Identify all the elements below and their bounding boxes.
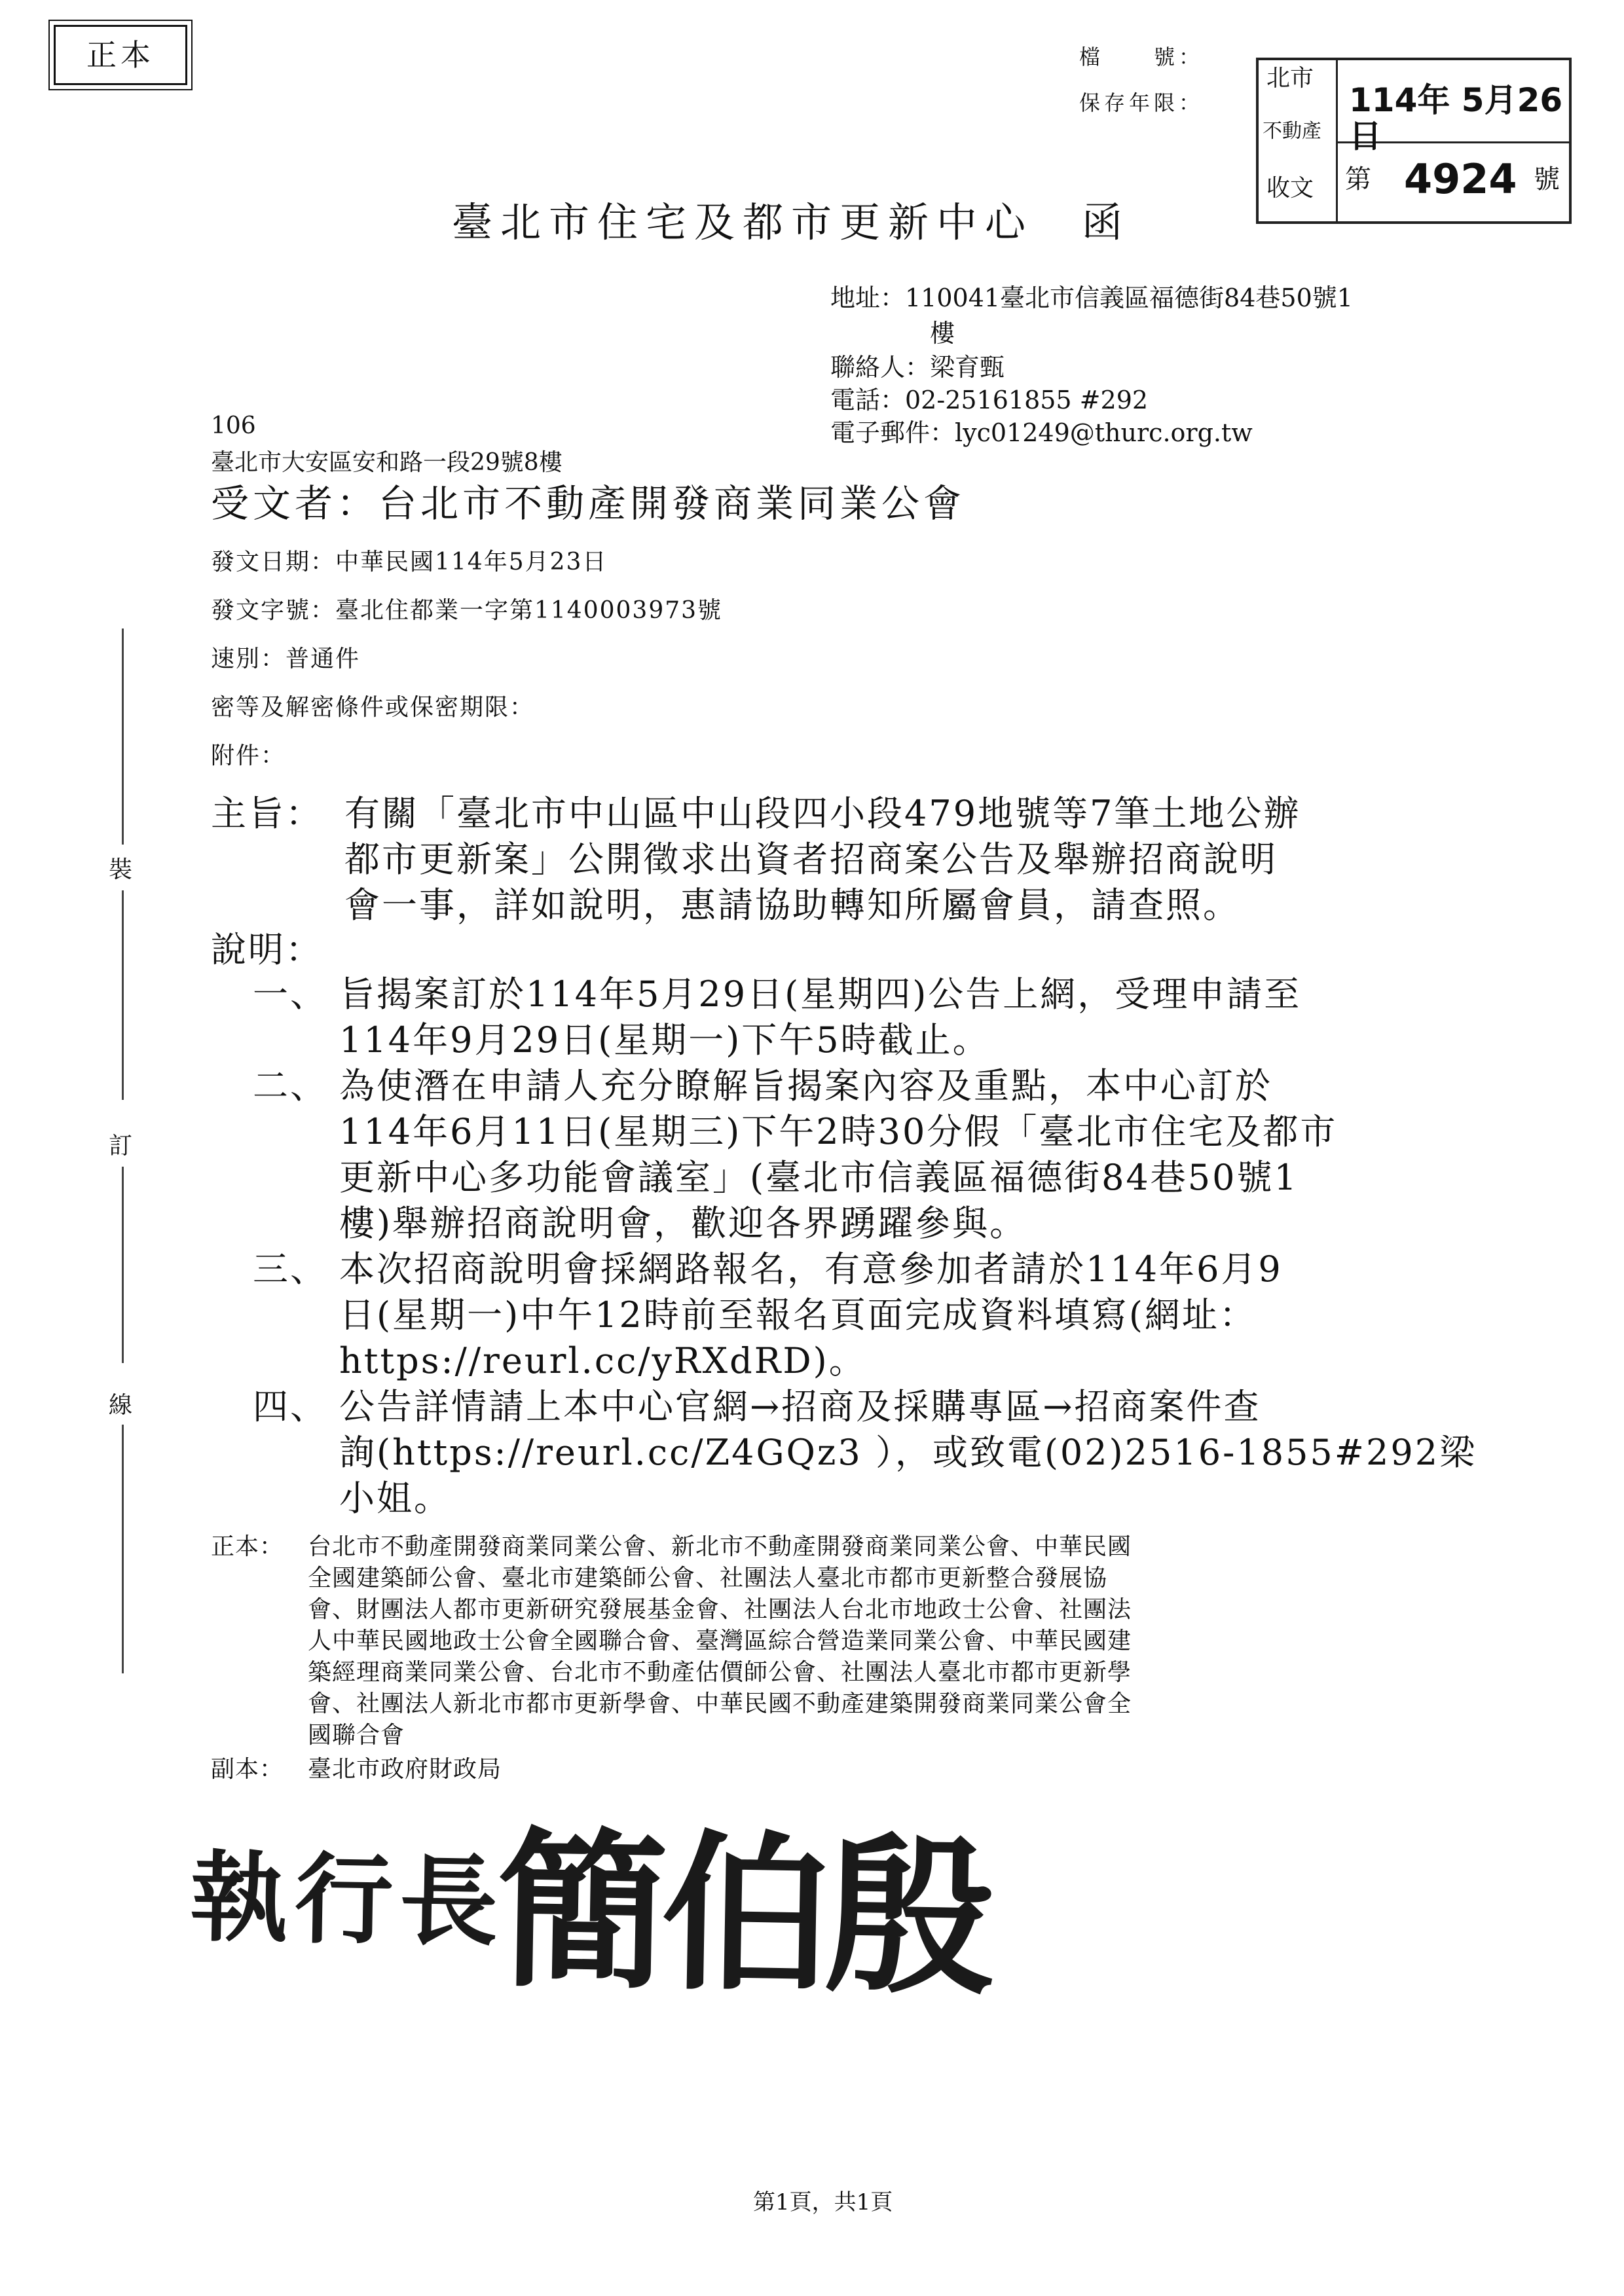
- receiver-address: 臺北市大安區安和路一段29號8樓: [211, 449, 563, 476]
- recipient: 受文者：台北市不動產開發商業同業公會: [211, 481, 966, 526]
- document-title: 臺北市住宅及都市更新中心 函: [452, 198, 1131, 246]
- original-recipients-line: 會、財團法人都市更新研究發展基金會、社團法人台北市地政士公會、社團法: [308, 1596, 1132, 1623]
- copy-recipients-value: 臺北市政府財政局: [308, 1756, 502, 1783]
- item-line: 小姐。: [339, 1478, 451, 1519]
- item-line: 為使潛在申請人充分瞭解旨揭案內容及重點，本中心訂於: [339, 1065, 1272, 1106]
- stamp-no-value: 4924: [1404, 155, 1517, 203]
- item-line: 樓)舉辦招商說明會，歡迎各界踴躍參與。: [339, 1203, 1027, 1244]
- subject-line: 會一事，詳如說明，惠請協助轉知所屬會員，請查照。: [344, 884, 1240, 926]
- sender-address-cont: 樓: [930, 319, 955, 348]
- sender-email: 電子郵件：lyc01249@thurc.org.tw: [830, 418, 1253, 447]
- item-line: 本次招商說明會採網路報名，有意參加者請於114年6月9: [339, 1248, 1283, 1290]
- stamp-no-prefix: 第: [1345, 164, 1371, 194]
- copy-recipients-label: 副本：: [211, 1756, 284, 1783]
- item-number: 二、: [253, 1065, 327, 1106]
- subject-label: 主旨：: [211, 793, 323, 834]
- attachments: 附件：: [211, 742, 286, 769]
- binding-mark-1: 裝: [109, 856, 133, 883]
- stamp-org-line1: 北市: [1266, 65, 1314, 92]
- original-recipients-line: 全國建築師公會、臺北市建築師公會、社團法人臺北市都市更新整合發展協: [308, 1565, 1108, 1592]
- item-line: 日(星期一)中午12時前至報名頁面完成資料填寫(網址：: [339, 1294, 1257, 1336]
- signature-seal: [188, 1794, 991, 2023]
- original-recipients-label: 正本：: [211, 1533, 284, 1560]
- original-recipients-line: 人中華民國地政士公會全國聯合會、臺灣區綜合營造業同業公會、中華民國建: [308, 1628, 1132, 1654]
- sender-phone: 電話：02-25161855 #292: [830, 386, 1149, 414]
- speed-class: 速別：普通件: [211, 646, 361, 672]
- security-level: 密等及解密條件或保密期限：: [211, 694, 535, 721]
- item-line: 旨揭案訂於114年5月29日(星期四)公告上網，受理申請至: [339, 974, 1302, 1015]
- binding-line-bottom: [122, 1425, 124, 1673]
- receiver-postcode: 106: [211, 412, 256, 439]
- item-number: 三、: [253, 1248, 327, 1290]
- stamp-org-line3: 收文: [1266, 175, 1314, 202]
- item-line: 114年9月29日(星期一)下午5時截止。: [339, 1019, 990, 1061]
- item-line: 114年6月11日(星期三)下午2時30分假「臺北市住宅及都市: [339, 1111, 1338, 1152]
- binding-line-mid2: [122, 1167, 124, 1363]
- sender-address: 地址：110041臺北市信義區福德街84巷50號1: [830, 283, 1353, 312]
- stamp-no-suffix: 號: [1534, 164, 1560, 194]
- subject-line: 有關「臺北市中山區中山段四小段479地號等7筆土地公辦: [344, 793, 1301, 834]
- receipt-stamp: [1256, 58, 1572, 224]
- stamp-org-line2: 不動產: [1263, 120, 1321, 143]
- svg-text:執行長: 執行長: [189, 1840, 506, 1961]
- item-line: 詢(https://reurl.cc/Z4GQz3 ），或致電(02)2516-1855#292梁: [339, 1432, 1477, 1473]
- binding-mark-2: 訂: [109, 1133, 133, 1159]
- item-line: https://reurl.cc/yRXdRD)。: [339, 1340, 866, 1381]
- explanation-label: 說明：: [211, 929, 323, 970]
- binding-mark-3: 線: [109, 1392, 133, 1419]
- file-no-label: 檔 號：: [1079, 45, 1204, 69]
- issue-date: 發文日期：中華民國114年5月23日: [211, 549, 608, 575]
- item-number: 四、: [253, 1386, 327, 1427]
- retention-label: 保存年限：: [1079, 90, 1204, 115]
- copy-type-box: 正本: [54, 25, 187, 85]
- subject-line: 都市更新案」公開徵求出資者招商案公告及舉辦招商說明: [344, 839, 1278, 880]
- svg-text:簡伯殷: 簡伯殷: [496, 1810, 991, 2019]
- item-number: 一、: [253, 974, 327, 1015]
- original-recipients-line: 會、社團法人新北市都市更新學會、中華民國不動產建築開發商業同業公會全: [308, 1690, 1132, 1717]
- page-footer: 第1頁，共1頁: [753, 2189, 893, 2215]
- original-recipients-line: 台北市不動產開發商業同業公會、新北市不動產開發商業同業公會、中華民國: [308, 1533, 1132, 1560]
- item-line: 公告詳情請上本中心官網→招商及採購專區→招商案件查: [339, 1386, 1261, 1427]
- binding-line-top: [122, 629, 124, 845]
- sender-contact: 聯絡人：梁育甄: [830, 353, 1005, 382]
- stamp-date: 114年 5月26日: [1349, 81, 1563, 155]
- ref-number: 發文字號：臺北住都業一字第1140003973號: [211, 597, 723, 624]
- original-recipients-line: 國聯合會: [308, 1722, 405, 1749]
- original-recipients-line: 築經理商業同業公會、台北市不動產估價師公會、社團法人臺北市都市更新學: [308, 1659, 1132, 1686]
- binding-line-mid1: [122, 890, 124, 1100]
- item-line: 更新中心多功能會議室」(臺北市信義區福德街84巷50號1: [339, 1157, 1299, 1198]
